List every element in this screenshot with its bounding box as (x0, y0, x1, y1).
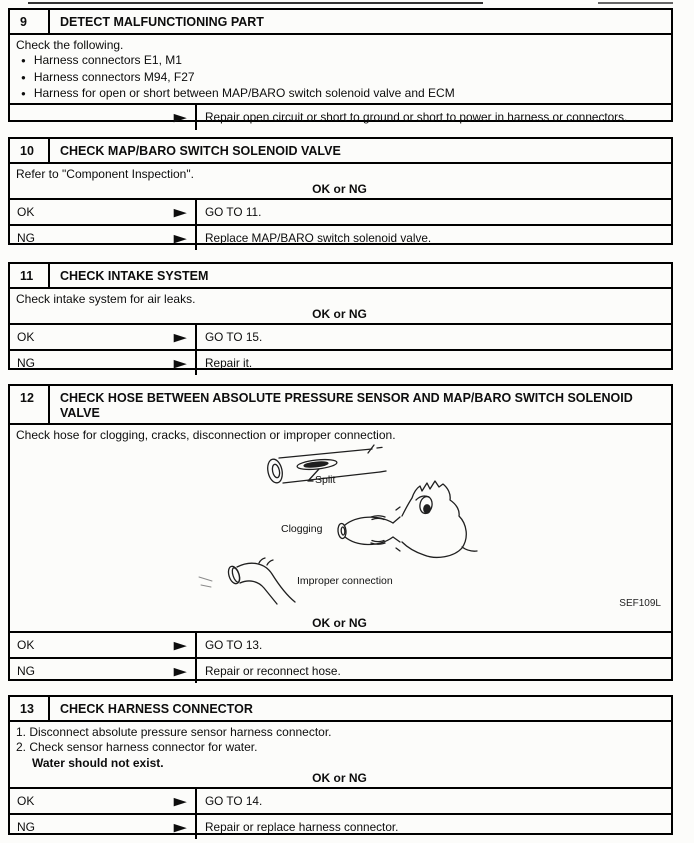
step-instruction: Check hose for clogging, cracks, disconnection or improper connection. (16, 428, 396, 442)
result-label: OK (17, 638, 35, 652)
result-arrow-icon: ▶ (173, 638, 188, 652)
step-body (10, 35, 671, 103)
result-left-cell (10, 815, 195, 839)
decision-heading: OK or NG (312, 307, 367, 321)
result-left-cell (10, 325, 195, 349)
scan-artifact (28, 2, 483, 4)
result-action: Replace MAP/BARO switch solenoid valve. (195, 226, 671, 250)
step-number: 11 (10, 264, 50, 287)
result-action: Repair or reconnect hose. (195, 659, 671, 683)
step-header (10, 386, 671, 425)
list-item (16, 70, 663, 87)
numbered-step: 1. Disconnect absolute pressure sensor harness connector. (16, 724, 332, 739)
result-left-cell (10, 200, 195, 224)
hose-damage-drawing (16, 444, 665, 616)
blowing-face-figure (396, 481, 477, 557)
result-action: GO TO 13. (195, 633, 671, 657)
step-title: CHECK MAP/BARO SWITCH SOLENOID VALVE (60, 144, 341, 158)
result-row (10, 103, 671, 130)
step-title: CHECK HARNESS CONNECTOR (60, 702, 253, 716)
figure-ref: SEF109L (619, 597, 661, 609)
numbered-step: 2. Check sensor harness connector for water. (16, 740, 258, 754)
clogging-label: Clogging (281, 522, 323, 535)
result-action: Repair open circuit or short to ground or short to power in harness or connectors. (195, 105, 671, 130)
scan-artifact (598, 2, 673, 4)
improper-connection-figure (199, 558, 295, 604)
step-body (10, 289, 671, 323)
step-number: 9 (10, 10, 50, 33)
bold-note: Water should not exist. (32, 755, 164, 770)
result-row (10, 657, 671, 683)
result-action: Repair it. (195, 351, 671, 375)
result-action: GO TO 11. (195, 200, 671, 224)
bullet-icon: ● (21, 72, 26, 82)
step-9-table (8, 8, 673, 122)
result-left-cell (10, 226, 195, 250)
result-arrow-icon: ▶ (173, 110, 188, 124)
result-left-cell (10, 659, 195, 683)
improper-connection-label: Improper connection (297, 574, 393, 587)
decision-heading: OK or NG (312, 771, 367, 785)
result-label: NG (17, 230, 35, 245)
result-action: Repair or replace harness connector. (195, 815, 671, 839)
step-instruction: Check intake system for air leaks. (16, 291, 196, 306)
split-label: Split (315, 473, 336, 486)
result-arrow-icon: ▶ (173, 820, 188, 833)
hose-damage-illustration (16, 444, 663, 616)
step-number: 10 (10, 139, 50, 162)
result-left-cell (10, 789, 195, 813)
clogged-hose-figure (337, 515, 400, 544)
result-row (10, 631, 671, 657)
result-row (10, 787, 671, 813)
step-title: CHECK INTAKE SYSTEM (60, 269, 209, 283)
result-left-cell (10, 105, 195, 130)
result-row (10, 224, 671, 250)
result-row (10, 813, 671, 839)
step-title: CHECK HOSE BETWEEN ABSOLUTE PRESSURE SENSOR AND MAP/BARO SWITCH SOLENOID VALVE (60, 391, 633, 420)
list-item (16, 53, 663, 70)
result-label: OK (17, 793, 35, 808)
bullet-icon: ● (21, 56, 26, 65)
list-item (16, 86, 663, 103)
bullet-icon: ● (21, 89, 26, 98)
result-label: NG (17, 664, 35, 678)
step-header (10, 264, 671, 289)
step-number: 12 (10, 386, 50, 423)
decision-heading: OK or NG (312, 182, 367, 196)
result-arrow-icon: ▶ (173, 205, 188, 218)
result-row (10, 323, 671, 349)
result-action: GO TO 14. (195, 789, 671, 813)
step-body (10, 425, 671, 631)
step-11-table (8, 262, 673, 370)
result-left-cell (10, 351, 195, 375)
result-arrow-icon: ▶ (173, 794, 188, 807)
result-row (10, 349, 671, 375)
result-row (10, 198, 671, 224)
result-arrow-icon: ▶ (173, 330, 188, 343)
step-header (10, 697, 671, 722)
result-action: GO TO 15. (195, 325, 671, 349)
step-10-table (8, 137, 673, 245)
result-label: NG (17, 355, 35, 370)
step-header (10, 10, 671, 35)
list-item-text: Harness connectors E1, M1 (33, 53, 182, 67)
step-instruction: Refer to "Component Inspection". (16, 166, 194, 181)
check-list (16, 53, 663, 103)
step-instruction: Check the following. (16, 37, 124, 52)
result-arrow-icon: ▶ (173, 664, 188, 678)
result-label: NG (17, 819, 35, 834)
result-left-cell (10, 633, 195, 657)
decision-heading: OK or NG (312, 615, 367, 630)
result-arrow-icon: ▶ (173, 231, 188, 244)
step-body (10, 722, 671, 787)
step-13-table (8, 695, 673, 835)
step-12-table (8, 384, 673, 681)
step-title: DETECT MALFUNCTIONING PART (60, 15, 264, 29)
step-number: 13 (10, 697, 50, 720)
list-item-text: Harness for open or short between MAP/BARO switch solenoid valve and ECM (33, 86, 455, 100)
result-arrow-icon: ▶ (173, 356, 188, 369)
step-header (10, 139, 671, 164)
list-item-text: Harness connectors M94, F27 (33, 69, 195, 84)
result-label: OK (17, 204, 35, 219)
step-body (10, 164, 671, 198)
result-label: OK (17, 329, 35, 344)
